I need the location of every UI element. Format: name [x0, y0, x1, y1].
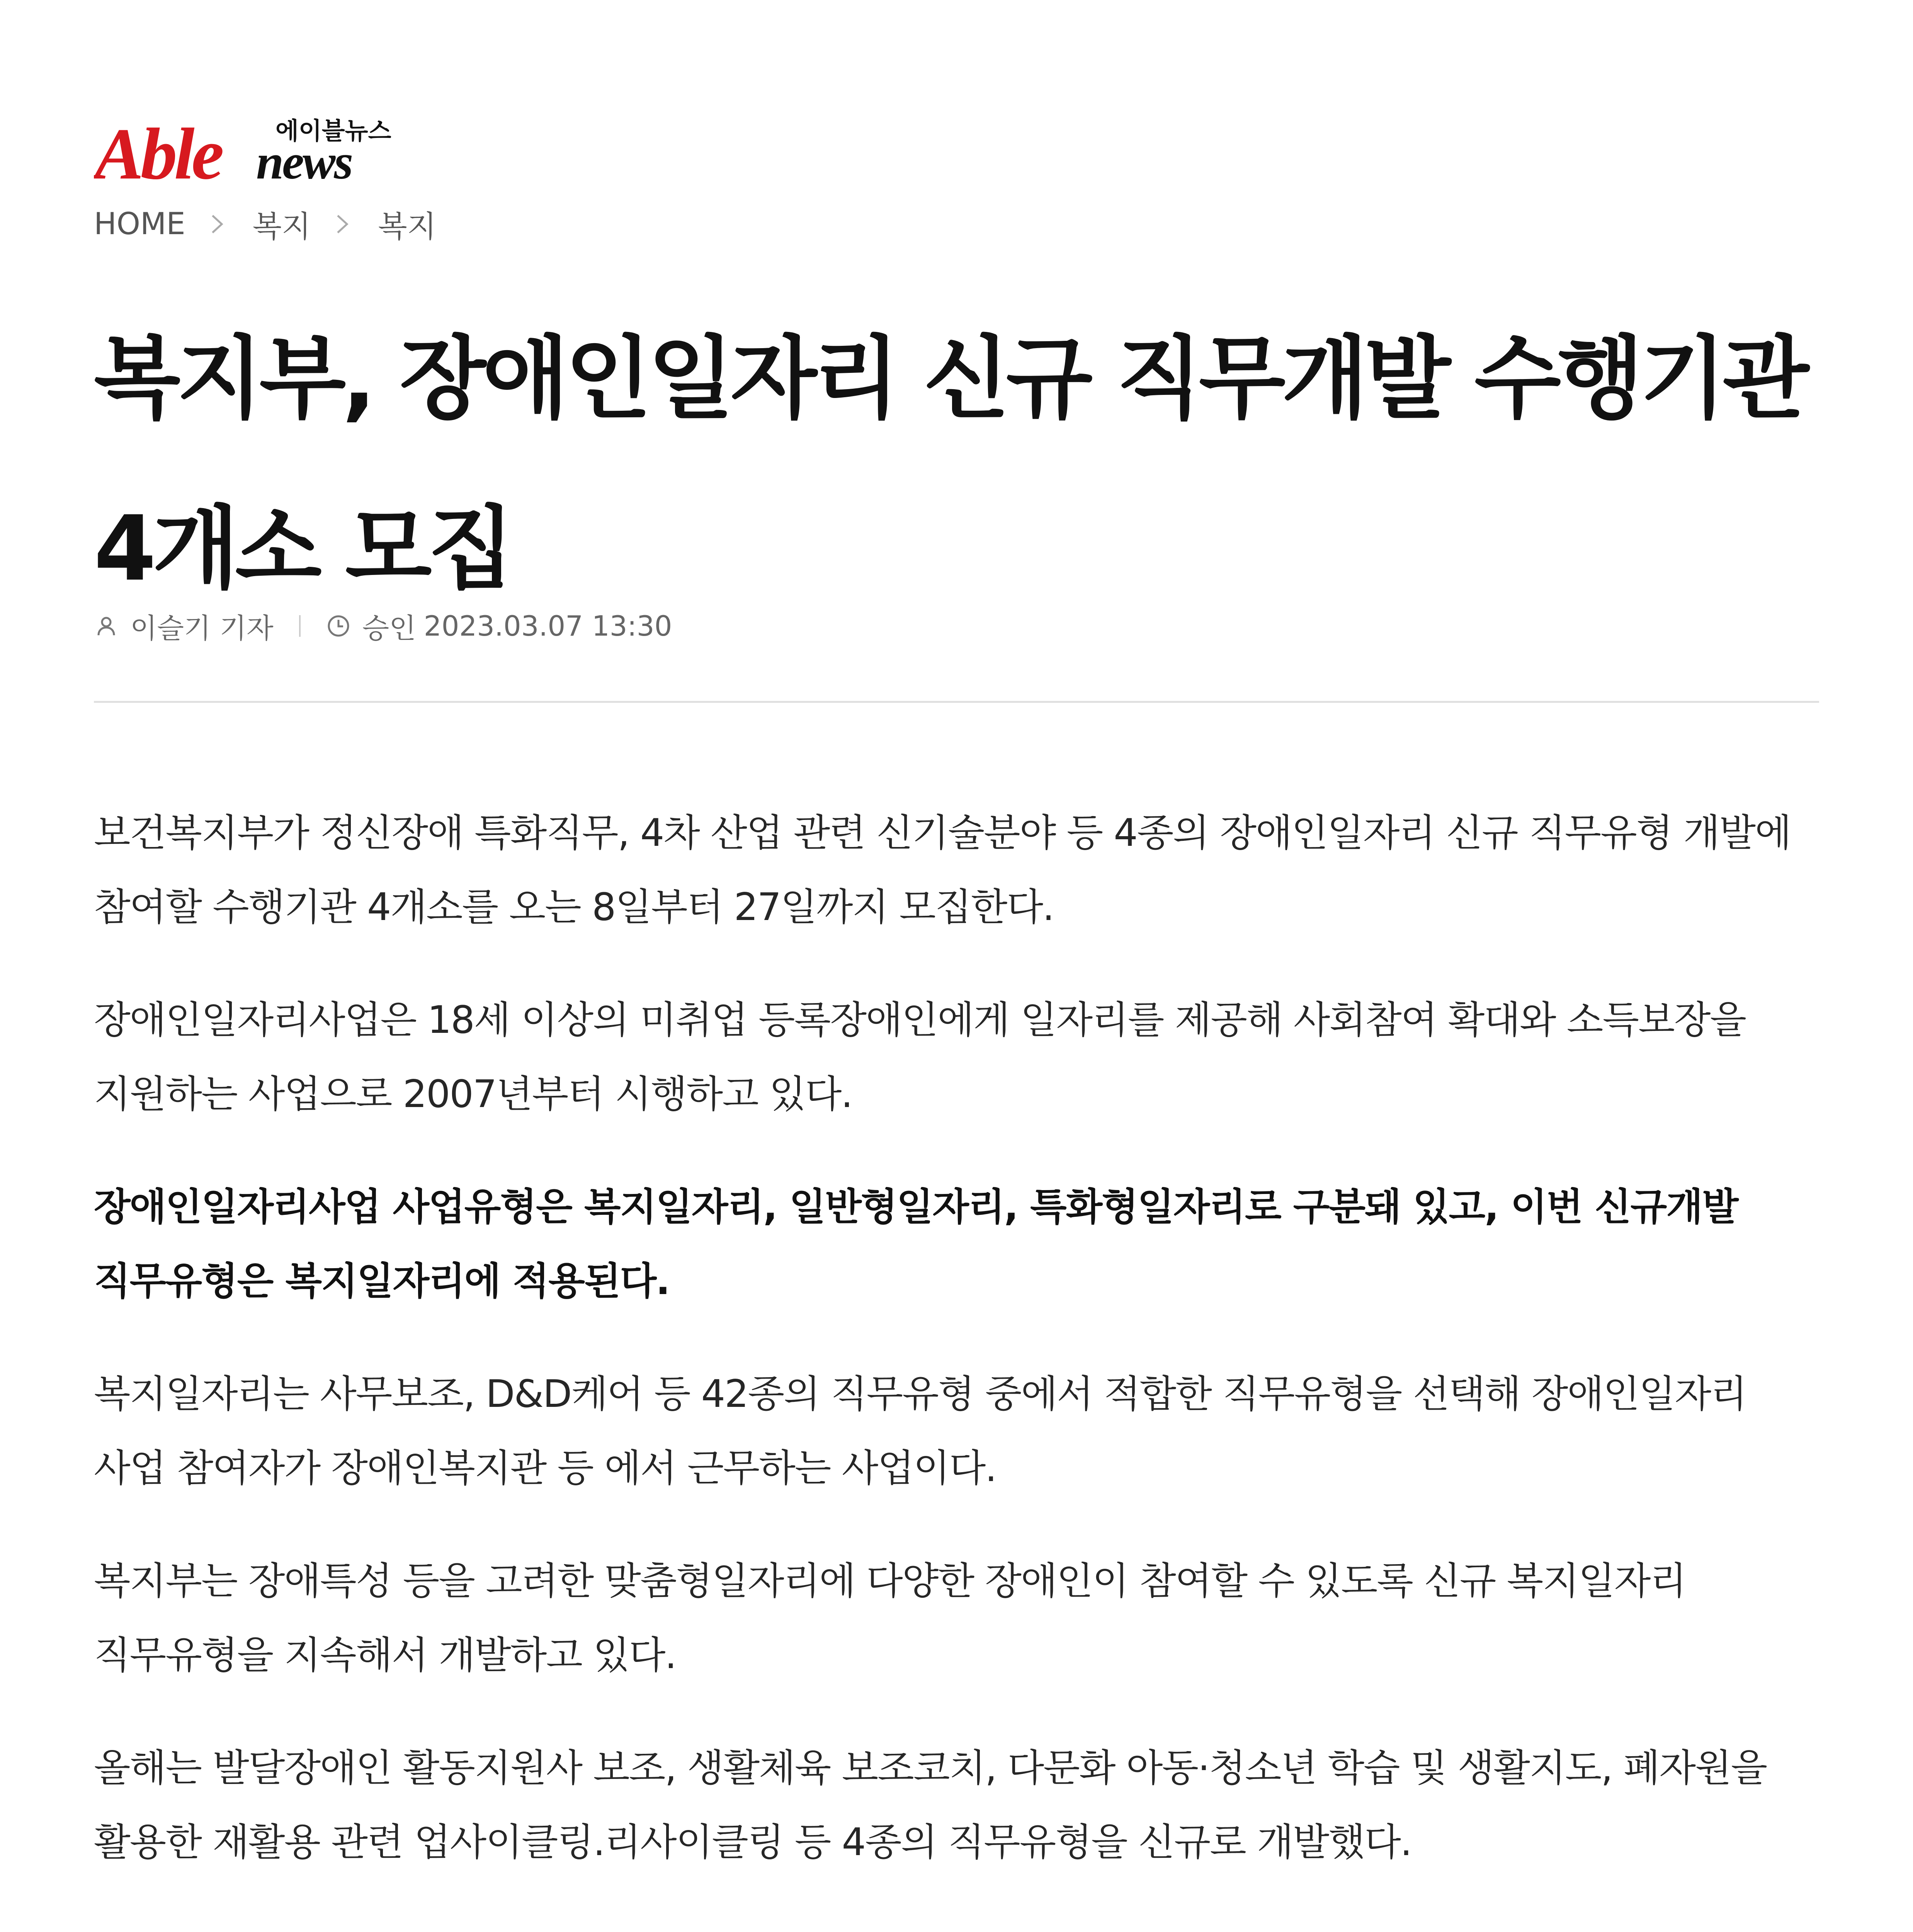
- article-paragraph-bold: 장애인일자리사업 사업유형은 복지일자리, 일반형일자리, 특화형일자리로 구분돼 있고, 이번 신규개발 직무유형은 복지일자리에 적용된다.: [94, 1185, 1738, 1303]
- logo-news-text: news: [256, 134, 352, 185]
- article-paragraph: [94, 1918, 1819, 1932]
- breadcrumb: [94, 201, 436, 247]
- breadcrumb-section[interactable]: 복지: [252, 209, 311, 244]
- author-name[interactable]: 이슬기 기자: [130, 612, 274, 645]
- approved-label: 승인: [362, 612, 416, 645]
- article-paragraph: 복지부는 장애특성 등을 고려한 맞춤형일자리에 다양한 장애인이 참여할 수 있도록 신규 복지일자리 직무유형을 지속해서 개발하고 있다.: [94, 1559, 1686, 1677]
- approved-time: 2023.03.07 13:30: [423, 610, 672, 642]
- author-info: [94, 606, 274, 646]
- approved-info: [326, 606, 672, 646]
- breadcrumb-home[interactable]: HOME: [94, 207, 185, 242]
- article-body: [94, 796, 1819, 1932]
- header-divider: [94, 701, 1819, 703]
- article-meta: [94, 603, 672, 649]
- clock-icon: [326, 614, 351, 638]
- chevron-right-icon: [206, 213, 229, 236]
- person-icon: [94, 614, 119, 638]
- article-paragraph: 복지일자리는 사무보조, D&D케어 등 42종의 직무유형 중에서 적합한 직무유형을 선택해 장애인일자리 사업 참여자가 장애인복지관 등 에서 근무하는 사업이다.: [94, 1372, 1746, 1490]
- ablenews-logo: [94, 112, 411, 185]
- logo-able-text: Able: [95, 114, 221, 185]
- article-title: [94, 294, 1819, 634]
- breadcrumb-subsection[interactable]: 복지: [378, 209, 437, 244]
- article-title-line-1: 복지부, 장애인일자리 신규 직무개발 수행기관: [94, 327, 1806, 431]
- meta-divider: [299, 615, 301, 637]
- site-logo[interactable]: [94, 112, 411, 185]
- article-paragraph: 장애인일자리사업은 18세 이상의 미취업 등록장애인에게 일자리를 제공해 사회참여 확대와 소득보장을 지원하는 사업으로 2007년부터 시행하고 있다.: [94, 998, 1746, 1116]
- chevron-right-icon: [331, 213, 354, 236]
- article-paragraph: 올해는 발달장애인 활동지원사 보조, 생활체육 보조코치, 다문화 아동·청소년 학습 및 생활지도, 폐자원을 활용한 재활용 관련 업사이클링.리사이클링 등 4종의 직무유형을 신규로 개발했다.: [94, 1746, 1767, 1864]
- logo-korean-text: 에이블뉴스: [275, 117, 391, 145]
- article-title-line-2: 4개소 모집: [94, 497, 511, 601]
- article-paragraph: 보건복지부가 정신장애 특화직무, 4차 산업 관련 신기술분야 등 4종의 장애인일자리 신규 직무유형 개발에 참여할 수행기관 4개소를 오는 8일부터 27일까지 모집한다.: [94, 811, 1791, 929]
